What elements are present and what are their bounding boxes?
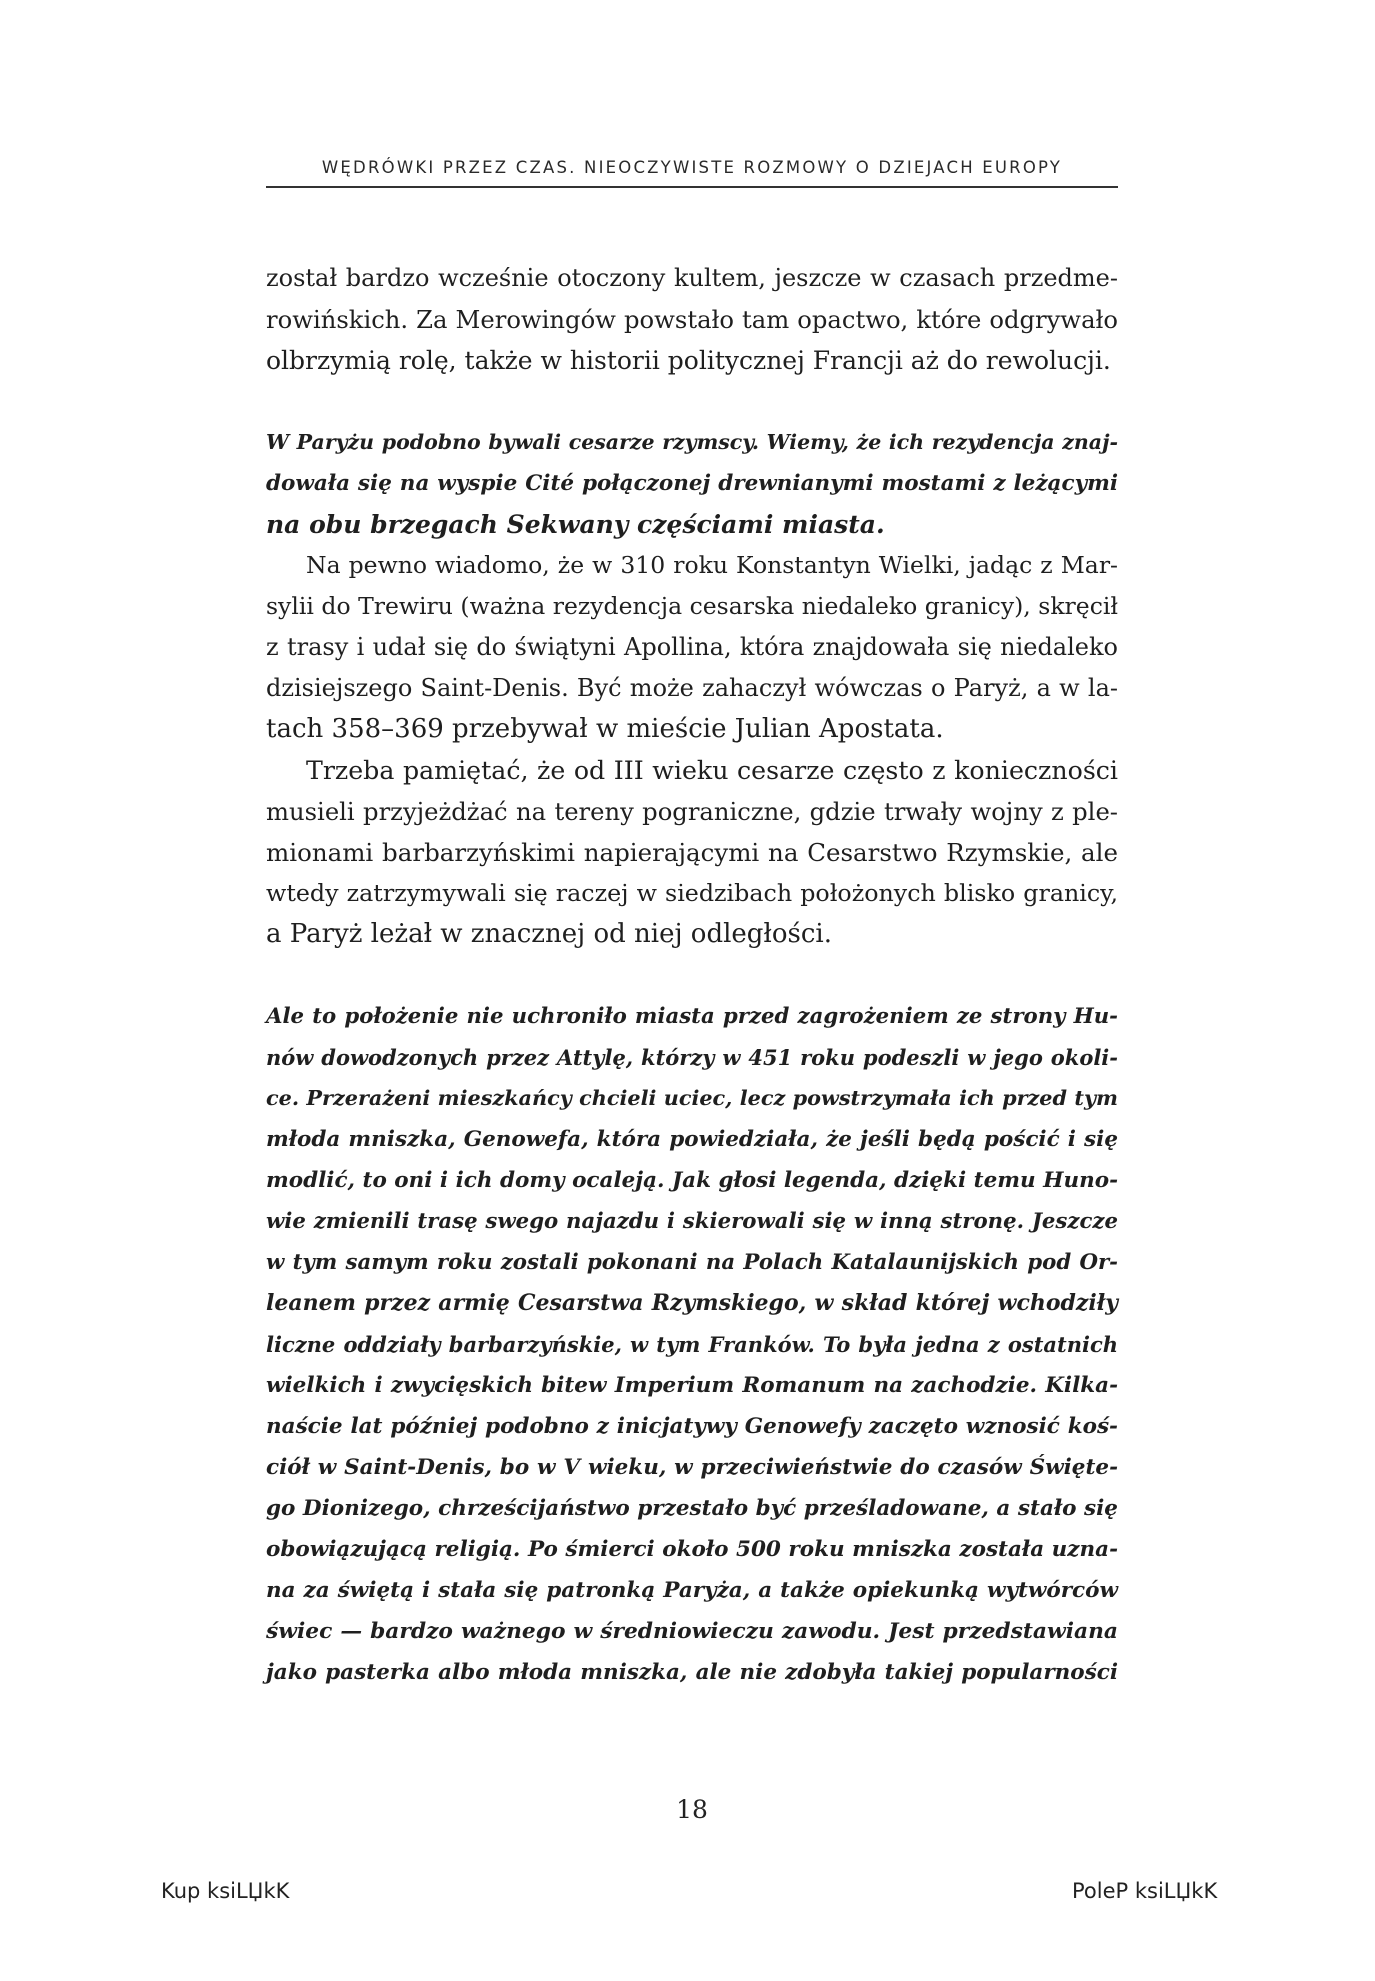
text-line: rowińskich. Za Merowingów powstało tam opactwo, które odgrywało [266, 305, 1118, 334]
question-line: wie zmienili trasę swego najazdu i skierowali się w inną stronę. Jeszcze [266, 1209, 1118, 1234]
text-line: musieli przyjeżdżać na tereny pograniczne, gdzie trwały wojny z ple- [266, 797, 1118, 826]
text-line: Trzeba pamiętać, że od III wieku cesarze często z konieczności [306, 756, 1118, 785]
question-line: liczne oddziały barbarzyńskie, w tym Franków. To była jedna z ostatnich [266, 1332, 1118, 1357]
paragraph-spacer [266, 955, 1118, 996]
question-line: młoda mniszka, Genowefa, która powiedziała, że jeśli będą pościć i się [266, 1127, 1118, 1152]
text-line: olbrzymią rolę, także w historii politycznej Francji aż do rewolucji. [266, 346, 1111, 375]
paragraph-3 [266, 750, 1118, 955]
question-line: W Paryżu podobno bywali cesarze rzymscy. Wiemy, że ich rezydencja znaj- [266, 430, 1118, 454]
question-line: leanem przez armię Cesarstwa Rzymskiego, w skład której wchodziły [266, 1290, 1118, 1316]
header-rule [266, 186, 1118, 188]
recommend-book-link[interactable]: PoleP ksiLЏkK [1072, 1879, 1218, 1903]
paragraph-1 [266, 258, 1118, 381]
text-line: tach 358–369 przebywał w mieście Julian Apostata. [266, 714, 944, 744]
text-line: został bardzo wcześnie otoczony kultem, jeszcze w czasach przedme- [266, 264, 1118, 292]
question-line: naście lat później podobno z inicjatywy Genowefy zaczęto wznosić koś- [266, 1414, 1118, 1439]
page-number: 18 [676, 1795, 708, 1824]
text-line: z trasy i udał się do świątyni Apollina, która znajdowała się niedaleko [266, 633, 1118, 661]
question-line: w tym samym roku zostali pokonani na Polach Katalaunijskich pod Or- [266, 1250, 1118, 1275]
question-line: wielkich i zwycięskich bitew Imperium Romanum na zachodzie. Kilka- [266, 1373, 1118, 1398]
question-line: jako pasterka albo młoda mniszka, ale nie zdobyła takiej popularności [266, 1660, 1118, 1685]
text-line: mionami barbarzyńskimi napierającymi na Cesarstwo Rzymskie, ale [266, 838, 1118, 867]
text-line: Na pewno wiadomo, że w 310 roku Konstantyn Wielki, jadąc z Mar- [306, 551, 1118, 579]
question-line: ciół w Saint-Denis, bo w V wieku, w przeciwieństwie do czasów Święte- [266, 1455, 1118, 1480]
question-line: nów dowodzonych przez Attylę, którzy w 451 roku podeszli w jego okoli- [266, 1045, 1118, 1070]
buy-book-link[interactable]: Kup ksiLЏkK [161, 1879, 290, 1903]
question-line: obowiązującą religią. Po śmierci około 500 roku mniszka została uzna- [266, 1537, 1118, 1562]
interviewer-question-1 [266, 422, 1118, 545]
text-line: a Paryż leżał w znacznej od niej odległości. [266, 919, 832, 949]
question-line: na obu brzegach Sekwany częściami miasta. [266, 510, 885, 539]
interviewer-question-2 [266, 996, 1118, 1693]
question-line: świec — bardzo ważnego w średniowieczu zawodu. Jest przedstawiana [266, 1619, 1118, 1644]
question-line: na za świętą i stała się patronką Paryża, a także opiekunką wytwórców [266, 1578, 1118, 1603]
question-line: ce. Przerażeni mieszkańcy chcieli uciec, lecz powstrzymała ich przed tym [266, 1086, 1118, 1110]
running-header: WĘDRÓWKI PRZEZ CZAS. NIEOCZYWISTE ROZMOWY O DZIEJACH EUROPY [321, 158, 1063, 177]
body-text [266, 258, 1118, 1693]
question-line: modlić, to oni i ich domy ocaleją. Jak głosi legenda, dzięki temu Huno- [266, 1168, 1118, 1193]
text-line: sylii do Trewiru (ważna rezydencja cesarska niedaleko granicy), skręcił [266, 592, 1118, 620]
paragraph-2 [266, 545, 1118, 750]
question-line: go Dionizego, chrześcijaństwo przestało być prześladowane, a stało się [266, 1496, 1118, 1521]
question-line: Ale to położenie nie uchroniło miasta przed zagrożeniem ze strony Hu- [266, 1004, 1118, 1029]
question-line: dowała się na wyspie Cité połączonej drewnianymi mostami z leżącymi [266, 471, 1118, 496]
text-line: wtedy zatrzymywali się raczej w siedzibach położonych blisko granicy, [266, 879, 1118, 907]
text-line: dzisiejszego Saint-Denis. Być może zahaczył wówczas o Paryż, a w la- [266, 674, 1118, 702]
paragraph-spacer [266, 381, 1118, 422]
